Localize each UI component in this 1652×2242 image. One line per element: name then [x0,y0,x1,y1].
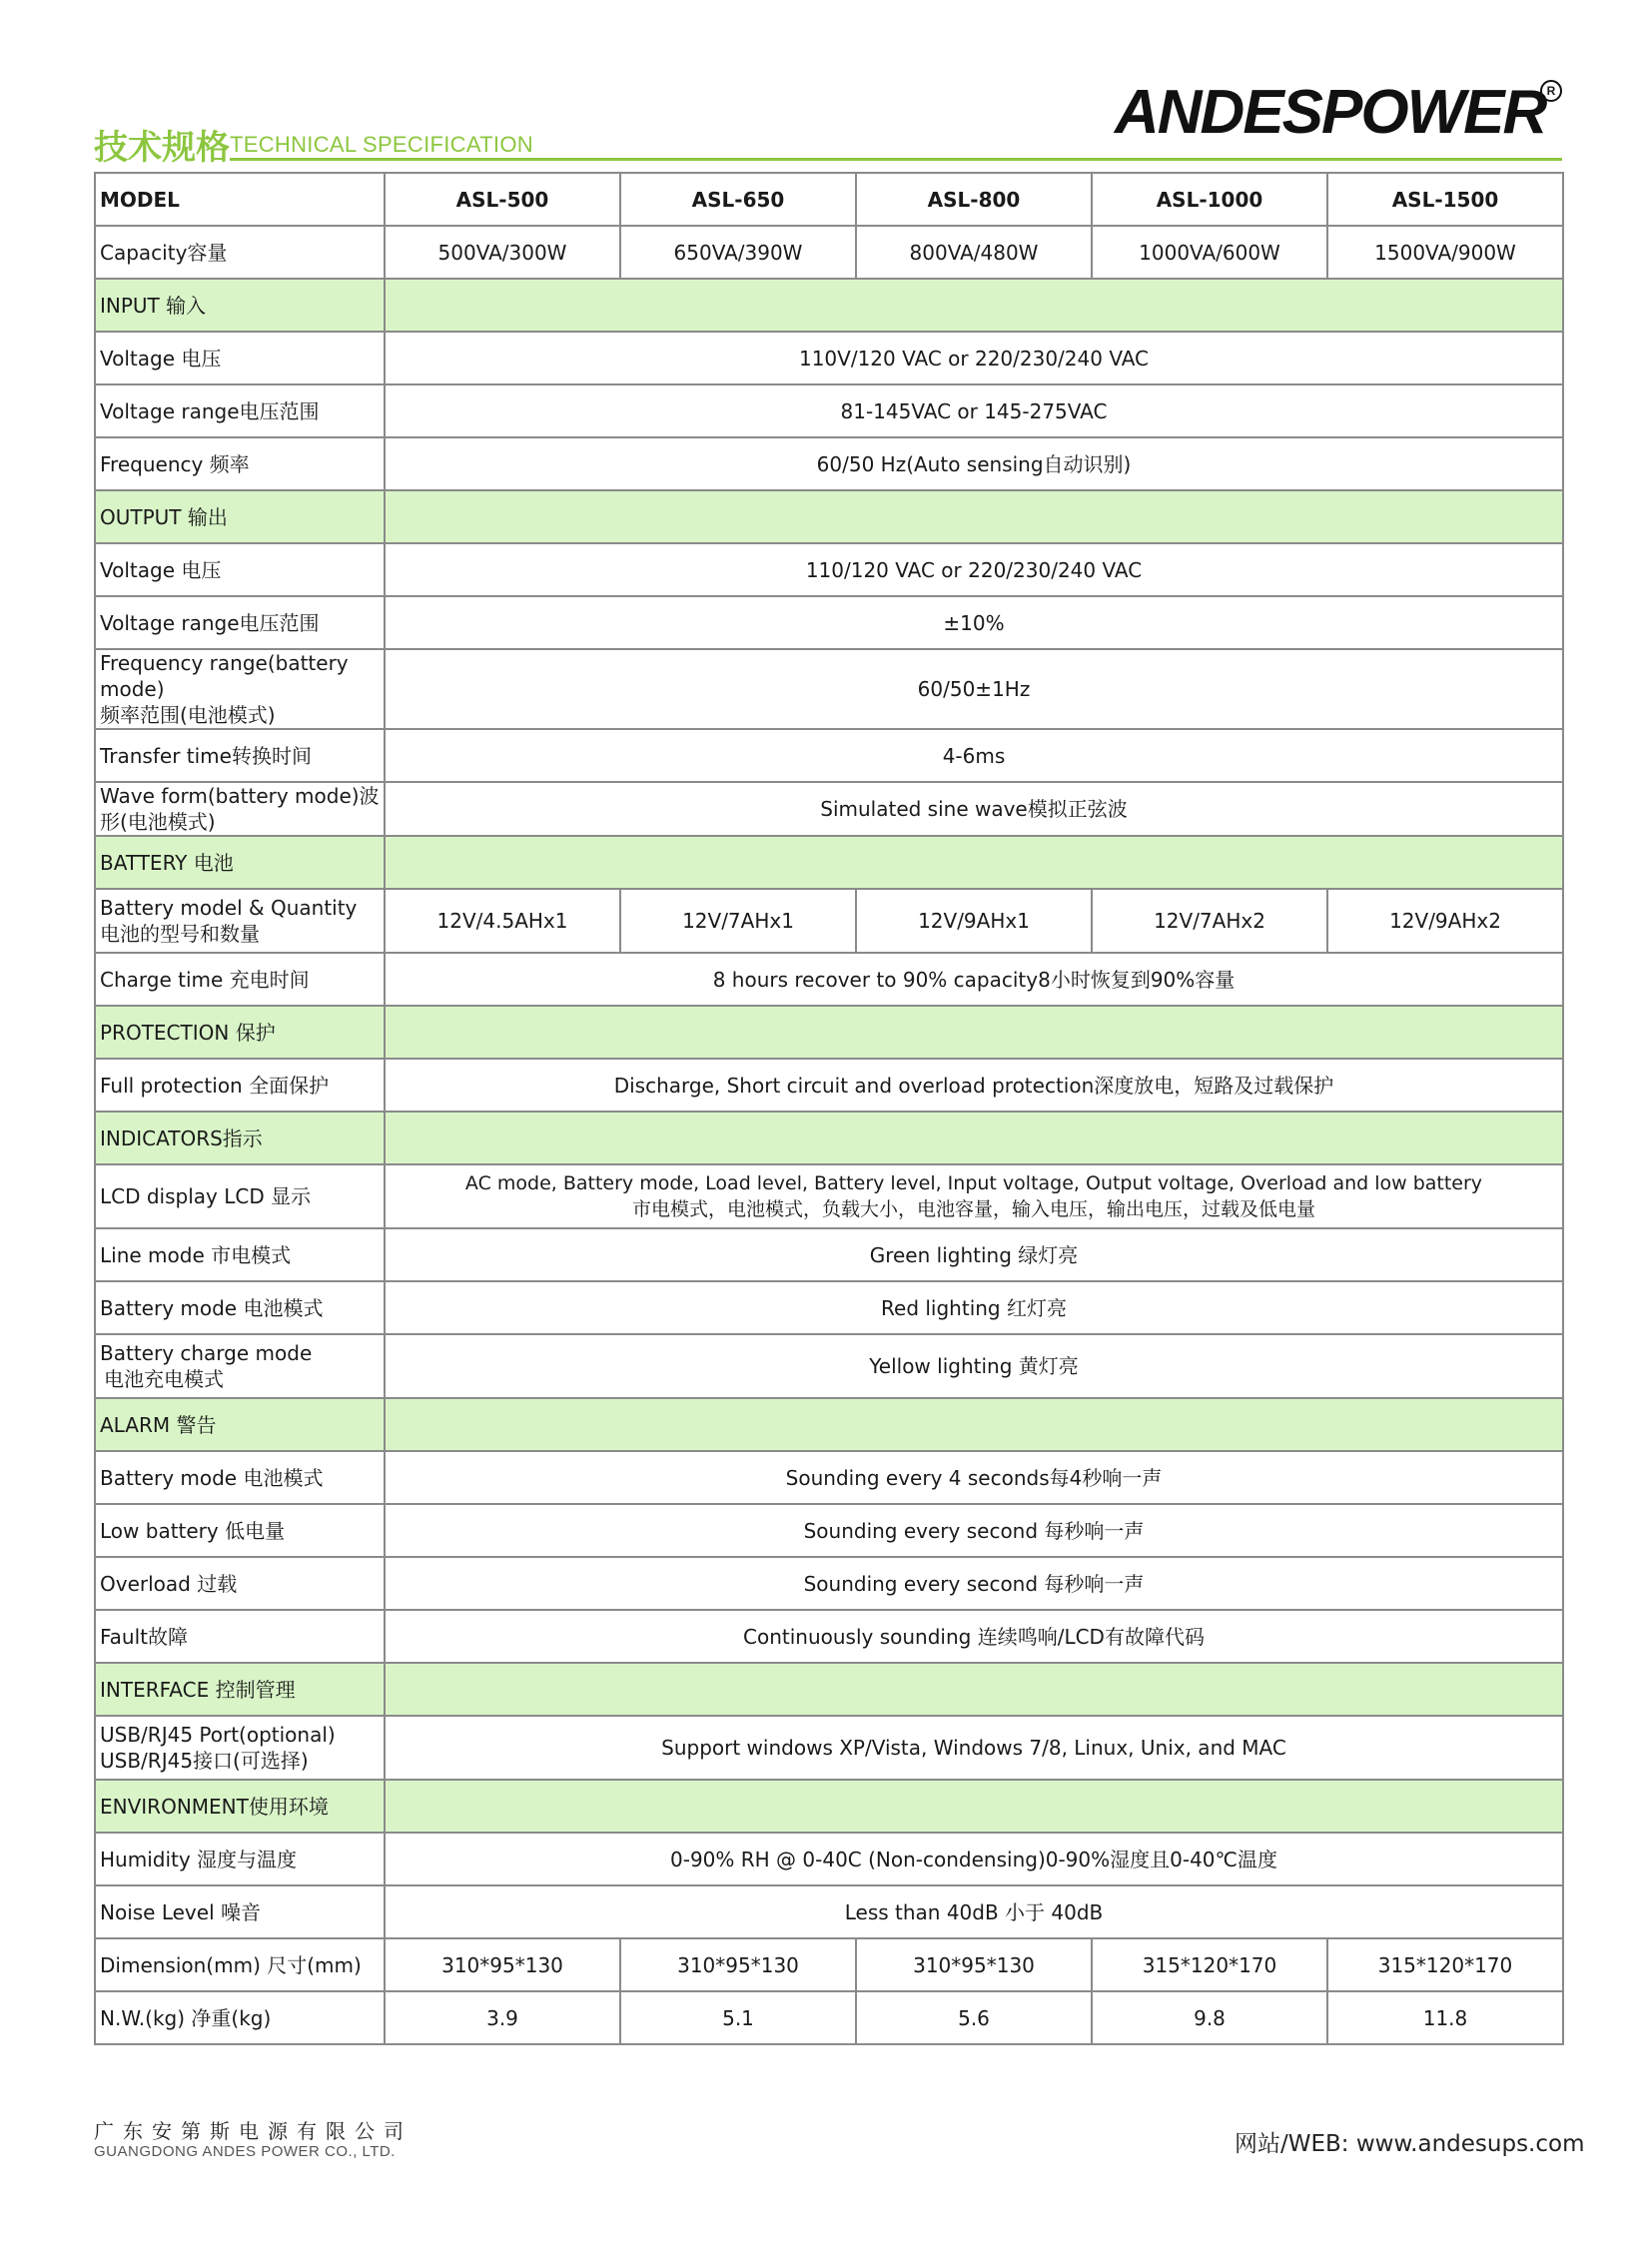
section-fill [385,836,1563,889]
table-row [95,596,1563,649]
table-row [95,437,1563,490]
row-label-line: 频率范围(电池模式) [100,703,276,727]
table-row [95,332,1563,384]
table-row [95,1451,1563,1504]
section-fill [385,1780,1563,1833]
row-label: MODEL [95,173,385,226]
row-label: Voltage 电压 [95,543,385,596]
logo-text: ANDESPOWER [1115,78,1546,147]
row-value: 110/120 VAC or 220/230/240 VAC [385,543,1563,596]
section-battery [95,836,1563,889]
section-fill [385,1006,1563,1059]
dimension-cell: 310*95*130 [385,1938,620,1991]
section-output [95,490,1563,543]
table-row [95,1504,1563,1557]
row-label: Voltage range电压范围 [95,596,385,649]
table-row [95,1991,1563,2044]
row-value: 4-6ms [385,729,1563,782]
table-row [95,1334,1563,1398]
table-row [95,384,1563,437]
title-chinese: 技术规格 [94,128,230,168]
row-label: Full protection 全面保护 [95,1059,385,1112]
weight-cell: 9.8 [1092,1991,1327,2044]
model-cell: ASL-1000 [1092,173,1327,226]
row-label-line: 电池的型号和数量 [100,922,260,946]
row-value: Red lighting 红灯亮 [385,1281,1563,1334]
row-value: Discharge, Short circuit and overload protection深度放电，短路及过载保护 [385,1059,1563,1112]
row-label: Low battery 低电量 [95,1504,385,1557]
battery-cell: 12V/4.5AHx1 [385,889,620,953]
title-underline [230,158,1562,161]
section-label: ALARM 警告 [95,1398,385,1451]
dimension-cell: 310*95*130 [620,1938,856,1991]
capacity-cell: 1000VA/600W [1092,226,1327,279]
section-protection [95,1006,1563,1059]
row-label: Charge time 充电时间 [95,953,385,1006]
row-value: 0-90% RH @ 0-40C (Non-condensing)0-90%湿度且0-40℃温度 [385,1833,1563,1885]
section-label: BATTERY 电池 [95,836,385,889]
row-value: 110V/120 VAC or 220/230/240 VAC [385,332,1563,384]
table-row-model [95,173,1563,226]
table-row [95,1938,1563,1991]
battery-cell: 12V/7AHx2 [1092,889,1327,953]
row-value: Support windows XP/Vista, Windows 7/8, Linux, Unix, and MAC [385,1716,1563,1780]
model-cell: ASL-500 [385,173,620,226]
table-row [95,1228,1563,1281]
dimension-cell: 315*120*170 [1327,1938,1563,1991]
capacity-cell: 500VA/300W [385,226,620,279]
section-fill [385,1112,1563,1164]
row-label-line: USB/RJ45接口(可选择) [100,1749,309,1773]
row-label-line: Battery model & Quantity [100,896,358,920]
weight-cell: 5.6 [856,1991,1092,2044]
row-value-line: AC mode, Battery mode, Load level, Battery level, Input voltage, Output voltage, Overload and low battery [464,1172,1483,1194]
table-row [95,1833,1563,1885]
table-row [95,889,1563,953]
weight-cell: 5.1 [620,1991,856,2044]
row-label: Fault故障 [95,1610,385,1663]
row-label [95,889,385,953]
row-label: LCD display LCD 显示 [95,1164,385,1228]
table-row [95,1281,1563,1334]
row-label: Dimension(mm) 尺寸(mm) [95,1938,385,1991]
row-value: Simulated sine wave模拟正弦波 [385,782,1563,836]
row-label-line: Frequency range(battery mode) [100,651,349,701]
row-value-line: 市电模式，电池模式，负载大小，电池容量，输入电压，输出电压，过载及低电量 [631,1198,1315,1220]
table-row [95,649,1563,729]
section-label: INDICATORS指示 [95,1112,385,1164]
row-label: Transfer time转换时间 [95,729,385,782]
section-fill [385,1663,1563,1716]
battery-cell: 12V/7AHx1 [620,889,856,953]
row-label: Capacity容量 [95,226,385,279]
row-label: Noise Level 噪音 [95,1885,385,1938]
battery-cell: 12V/9AHx2 [1327,889,1563,953]
section-indicators [95,1112,1563,1164]
section-fill [385,1398,1563,1451]
row-label-line: 电池充电模式 [104,1367,224,1391]
row-value: Sounding every 4 seconds每4秒响一声 [385,1451,1563,1504]
weight-cell: 3.9 [385,1991,620,2044]
row-value: ±10% [385,596,1563,649]
row-value: Sounding every second 每秒响一声 [385,1504,1563,1557]
row-label: Line mode 市电模式 [95,1228,385,1281]
row-value: 60/50 Hz(Auto sensing自动识别) [385,437,1563,490]
section-fill [385,490,1563,543]
row-label: Battery mode 电池模式 [95,1281,385,1334]
table-row [95,782,1563,836]
row-label [95,649,385,729]
row-value: Less than 40dB 小于 40dB [385,1885,1563,1938]
company-name-english: GUANGDONG ANDES POWER CO., LTD. [94,2143,396,2160]
row-value: Continuously sounding 连续鸣响/LCD有故障代码 [385,1610,1563,1663]
row-label: Overload 过载 [95,1557,385,1610]
row-label: N.W.(kg) 净重(kg) [95,1991,385,2044]
section-label: OUTPUT 输出 [95,490,385,543]
dimension-cell: 310*95*130 [856,1938,1092,1991]
row-label: Frequency 频率 [95,437,385,490]
row-label: Battery mode 电池模式 [95,1451,385,1504]
row-label: Voltage 电压 [95,332,385,384]
row-label: Humidity 湿度与温度 [95,1833,385,1885]
spec-table [94,172,1564,2045]
table-row [95,953,1563,1006]
section-label: ENVIRONMENT使用环境 [95,1780,385,1833]
table-row [95,1610,1563,1663]
table-row [95,1557,1563,1610]
brand-logo [1115,76,1554,150]
section-input [95,279,1563,332]
dimension-cell: 315*120*170 [1092,1938,1327,1991]
battery-cell: 12V/9AHx1 [856,889,1092,953]
row-value: 8 hours recover to 90% capacity8小时恢复到90%容量 [385,953,1563,1006]
row-value: Sounding every second 每秒响一声 [385,1557,1563,1610]
model-cell: ASL-800 [856,173,1092,226]
row-value: Yellow lighting 黄灯亮 [385,1334,1563,1398]
table-row [95,1164,1563,1228]
registered-mark-icon: R [1540,80,1562,102]
weight-cell: 11.8 [1327,1991,1563,2044]
row-label [95,1334,385,1398]
section-fill [385,279,1563,332]
capacity-cell: 650VA/390W [620,226,856,279]
section-label: INTERFACE 控制管理 [95,1663,385,1716]
section-interface [95,1663,1563,1716]
company-name-chinese: 广东安第斯电源有限公司 [94,2119,413,2143]
capacity-cell: 800VA/480W [856,226,1092,279]
row-value: 60/50±1Hz [385,649,1563,729]
row-label: Wave form(battery mode)波形(电池模式) [95,782,385,836]
page-header [94,70,1562,170]
row-value: Green lighting 绿灯亮 [385,1228,1563,1281]
row-label-line: Battery charge mode [100,1341,313,1365]
table-row [95,729,1563,782]
model-cell: ASL-650 [620,173,856,226]
row-label-line: USB/RJ45 Port(optional) [100,1723,336,1747]
section-label: INPUT 输入 [95,279,385,332]
row-label [95,1716,385,1780]
table-row [95,1716,1563,1780]
title-english: TECHNICAL SPECIFICATION [230,132,533,157]
row-value: 81-145VAC or 145-275VAC [385,384,1563,437]
table-row-capacity [95,226,1563,279]
section-environment [95,1780,1563,1833]
model-cell: ASL-1500 [1327,173,1563,226]
website-link[interactable]: 网站/WEB: www.andesups.com [1235,2131,1585,2157]
capacity-cell: 1500VA/900W [1327,226,1563,279]
table-row [95,543,1563,596]
section-label: PROTECTION 保护 [95,1006,385,1059]
row-value [385,1164,1563,1228]
section-alarm [95,1398,1563,1451]
row-label: Voltage range电压范围 [95,384,385,437]
table-row [95,1059,1563,1112]
table-row [95,1885,1563,1938]
